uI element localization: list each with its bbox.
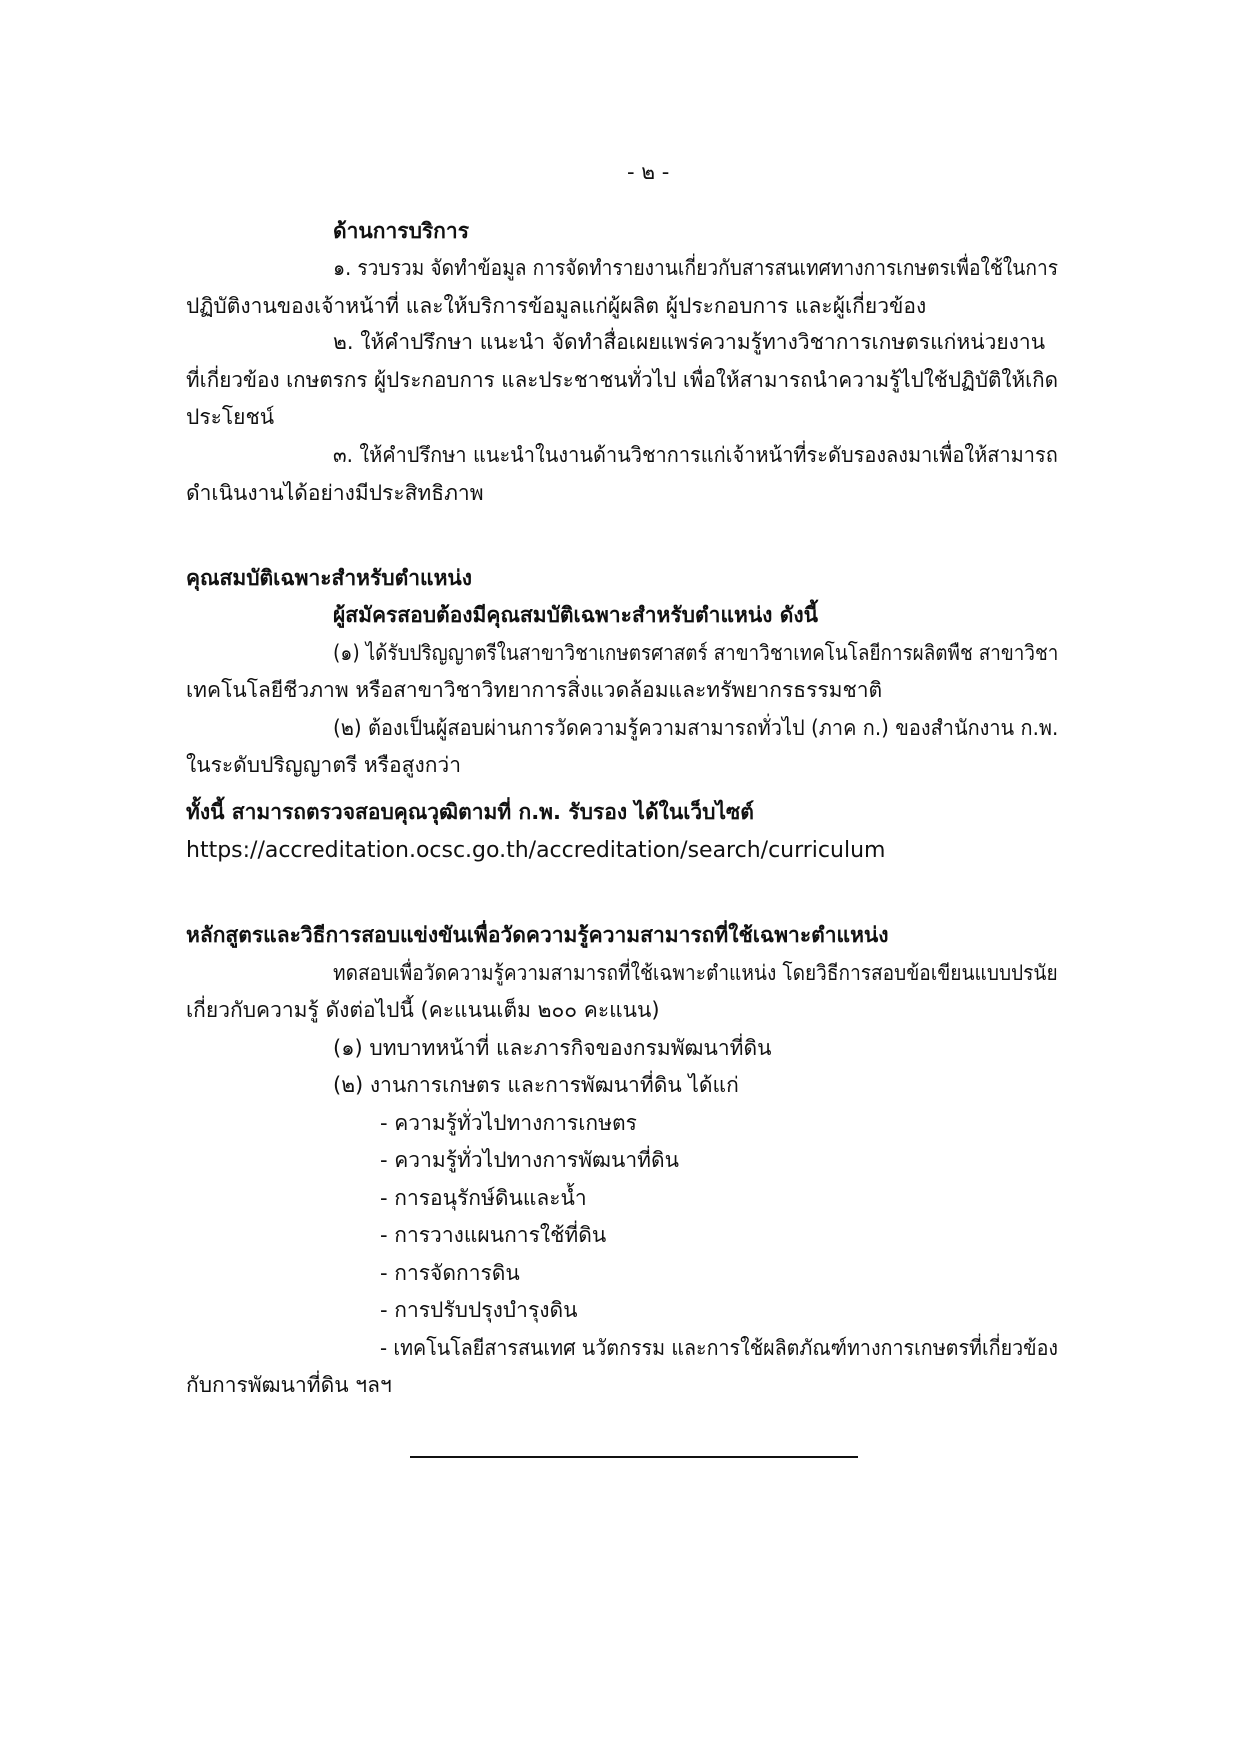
exam-item-1: (๑) บทบาทหน้าที่ และภารกิจของกรมพัฒนาที่ดิน — [333, 1036, 772, 1060]
exam-intro-line-1: ทดสอบเพื่อวัดความรู้ความสามารถที่ใช้เฉพาะตำแหน่ง โดยวิธีการสอบข้อเขียนแบบปรนัย — [333, 961, 1058, 985]
exam-subitem: - การปรับปรุงบำรุงดิน — [380, 1298, 578, 1322]
qualifications-item-1-line-1: (๑) ได้รับปริญญาตรีในสาขาวิชาเกษตรศาสตร์ สาขาวิชาเทคโนโลยีการผลิตพืช สาขาวิชา — [333, 641, 1059, 665]
services-item-2-line-1: ๒. ให้คำปรึกษา แนะนำ จัดทำสื่อเผยแพร่ความรู้ทางวิชาการเกษตรแก่หน่วยงาน — [333, 330, 1046, 354]
page-number: - ๒ - — [627, 160, 670, 184]
exam-last-line-2: กับการพัฒนาที่ดิน ฯลฯ — [186, 1373, 392, 1397]
exam-subitem: - ความรู้ทั่วไปทางการเกษตร — [380, 1111, 637, 1135]
qualifications-subheading: ผู้สมัครสอบต้องมีคุณสมบัติเฉพาะสำหรับตำแหน่ง ดังนี้ — [333, 603, 818, 627]
accreditation-url: https://accreditation.ocsc.go.th/accreditation/search/curriculum — [186, 838, 886, 863]
services-item-2-line-3: ประโยชน์ — [186, 405, 275, 429]
exam-subitem: - ความรู้ทั่วไปทางการพัฒนาที่ดิน — [380, 1148, 680, 1172]
closing-divider — [410, 1456, 858, 1458]
exam-subitem: - การจัดการดิน — [380, 1261, 520, 1285]
qualifications-item-2-line-1: (๒) ต้องเป็นผู้สอบผ่านการวัดความรู้ความสามารถทั่วไป (ภาค ก.) ของสำนักงาน ก.พ. — [333, 716, 1059, 740]
exam-subitem: - การอนุรักษ์ดินและน้ำ — [380, 1186, 587, 1210]
qualifications-item-1-line-2: เทคโนโลยีชีวภาพ หรือสาขาวิชาวิทยาการสิ่งแวดล้อมและทรัพยากรธรรมชาติ — [186, 678, 883, 702]
services-item-1-line-1: ๑. รวบรวม จัดทำข้อมูล การจัดทำรายงานเกี่ยวกับสารสนเทศทางการเกษตรเพื่อใช้ในการ — [333, 256, 1059, 280]
services-heading: ด้านการบริการ — [333, 219, 469, 243]
exam-subitem: - การวางแผนการใช้ที่ดิน — [380, 1223, 607, 1247]
exam-heading: หลักสูตรและวิธีการสอบแข่งขันเพื่อวัดความรู้ความสามารถที่ใช้เฉพาะตำแหน่ง — [186, 923, 889, 947]
exam-intro-line-2: เกี่ยวกับความรู้ ดังต่อไปนี้ (คะแนนเต็ม ๒๐๐ คะแนน) — [186, 998, 660, 1022]
services-item-2-line-2: ที่เกี่ยวข้อง เกษตรกร ผู้ประกอบการ และประชาชนทั่วไป เพื่อให้สามารถนำความรู้ไปใช้ปฏิบัติให้เกิด — [186, 368, 1059, 392]
services-item-3-line-1: ๓. ให้คำปรึกษา แนะนำในงานด้านวิชาการแก่เจ้าหน้าที่ระดับรองลงมาเพื่อให้สามารถ — [333, 443, 1058, 467]
services-item-1-line-2: ปฏิบัติงานของเจ้าหน้าที่ และให้บริการข้อมูลแก่ผู้ผลิต ผู้ประกอบการ และผู้เกี่ยวข้อง — [186, 294, 927, 318]
services-item-3-line-2: ดำเนินงานได้อย่างมีประสิทธิภาพ — [186, 481, 484, 505]
qualifications-item-2-line-2: ในระดับปริญญาตรี หรือสูงกว่า — [186, 753, 462, 777]
exam-last-line-1: - เทคโนโลยีสารสนเทศ นวัตกรรม และการใช้ผลิตภัณฑ์ทางการเกษตรที่เกี่ยวข้อง — [380, 1336, 1059, 1360]
exam-item-2: (๒) งานการเกษตร และการพัฒนาที่ดิน ได้แก่ — [333, 1073, 739, 1097]
qualifications-note: ทั้งนี้ สามารถตรวจสอบคุณวุฒิตามที่ ก.พ. รับรอง ได้ในเว็บไซต์ — [186, 800, 754, 824]
qualifications-heading: คุณสมบัติเฉพาะสำหรับตำแหน่ง — [186, 566, 473, 590]
